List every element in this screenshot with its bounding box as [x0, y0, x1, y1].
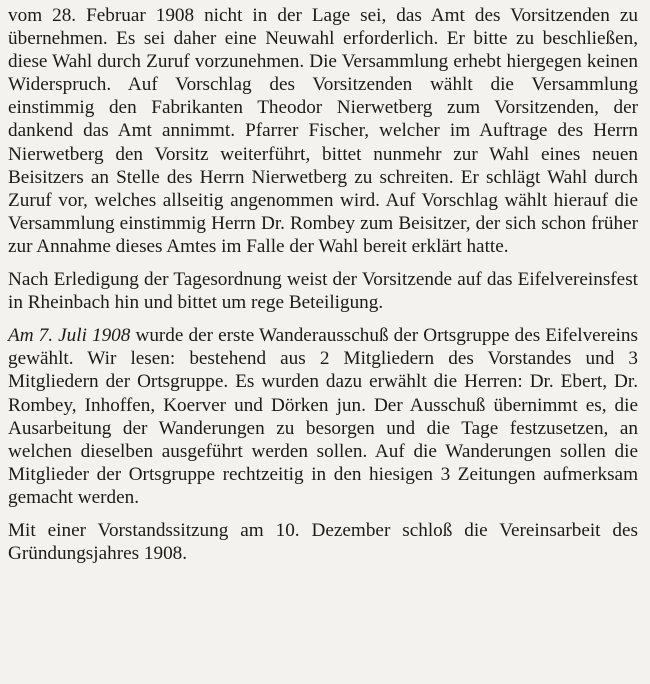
- paragraph-year-closing: [8, 519, 638, 565]
- paragraph-text: Mit einer Vorstandssitzung am 10. Dezember schloß die Vereinsarbeit des Gründungsjahres 1908.: [8, 519, 638, 565]
- paragraph-text: Nach Erledigung der Tagesordnung weist der Vorsitzende auf das Eifelvereinsfest in Rheinbach hin und bittet um rege Beteiligung.: [8, 269, 638, 314]
- document-page: [8, 4, 638, 565]
- paragraph-text: vom 28. Februar 1908 nicht in der Lage sei, das Amt des Vorsitzenden zu übernehmen. Es sei daher eine Neuwahl erforderlich. Er bitte zu beschließen, diese Wahl durch Zuruf vorzunehmen. Die Versammlung erhebt hiergegen keinen Widerspruch. Auf Vorschlag des Vorsitzenden wählt die Versammlung einstimmig den Fabrikanten Theodor Nierwetberg zum Vorsitzenden, der dankend das Amt annimmt. Pfarrer Fischer, welcher im Auftrage des Herrn Nierwetberg den Vorsitz weiterführt, bittet nunmehr zur Wahl eines neuen Beisitzers an Stelle des Herrn Nierwetberg zu schreiten. Er schlägt Wahl durch Zuruf vor, welches allseitig angenommen wird. Auf Vorschlag wählt hierauf die Versammlung einstimmig Herrn Dr. Rombey zum Beisitzer, der sich schon früher zur Annahme dieses Amtes im Falle der Wahl bereit erklärt hatte.: [8, 5, 638, 257]
- paragraph-festival-notice: [8, 268, 638, 314]
- paragraph-date-lead: Am 7. Juli 1908: [8, 325, 131, 347]
- paragraph-hiking-committee: [8, 324, 638, 509]
- paragraph-election-chairman: [8, 4, 638, 258]
- paragraph-text: wurde der erste Wanderausschuß der Ortsgruppe des Eifelvereins gewählt. Wir lesen: bestehend aus 2 Mitgliedern des Vorstandes und 3 Mitgliedern der Ortsgruppe. Es wurden dazu erwählt die Herren: Dr. Ebert, Dr. Rombey, Inhoffen, Koerver und Dörken jun. Der Ausschuß übernimmt es, die Ausarbeitung der Wanderungen zu besorgen und die Tage festzusetzen, an welchen dieselben ausgeführt werden sollen. Auf die Wanderungen sollen die Mitglieder der Ortsgruppe rechtzeitig in den hiesigen 3 Zeitungen aufmerksam gemacht werden.: [8, 325, 638, 508]
